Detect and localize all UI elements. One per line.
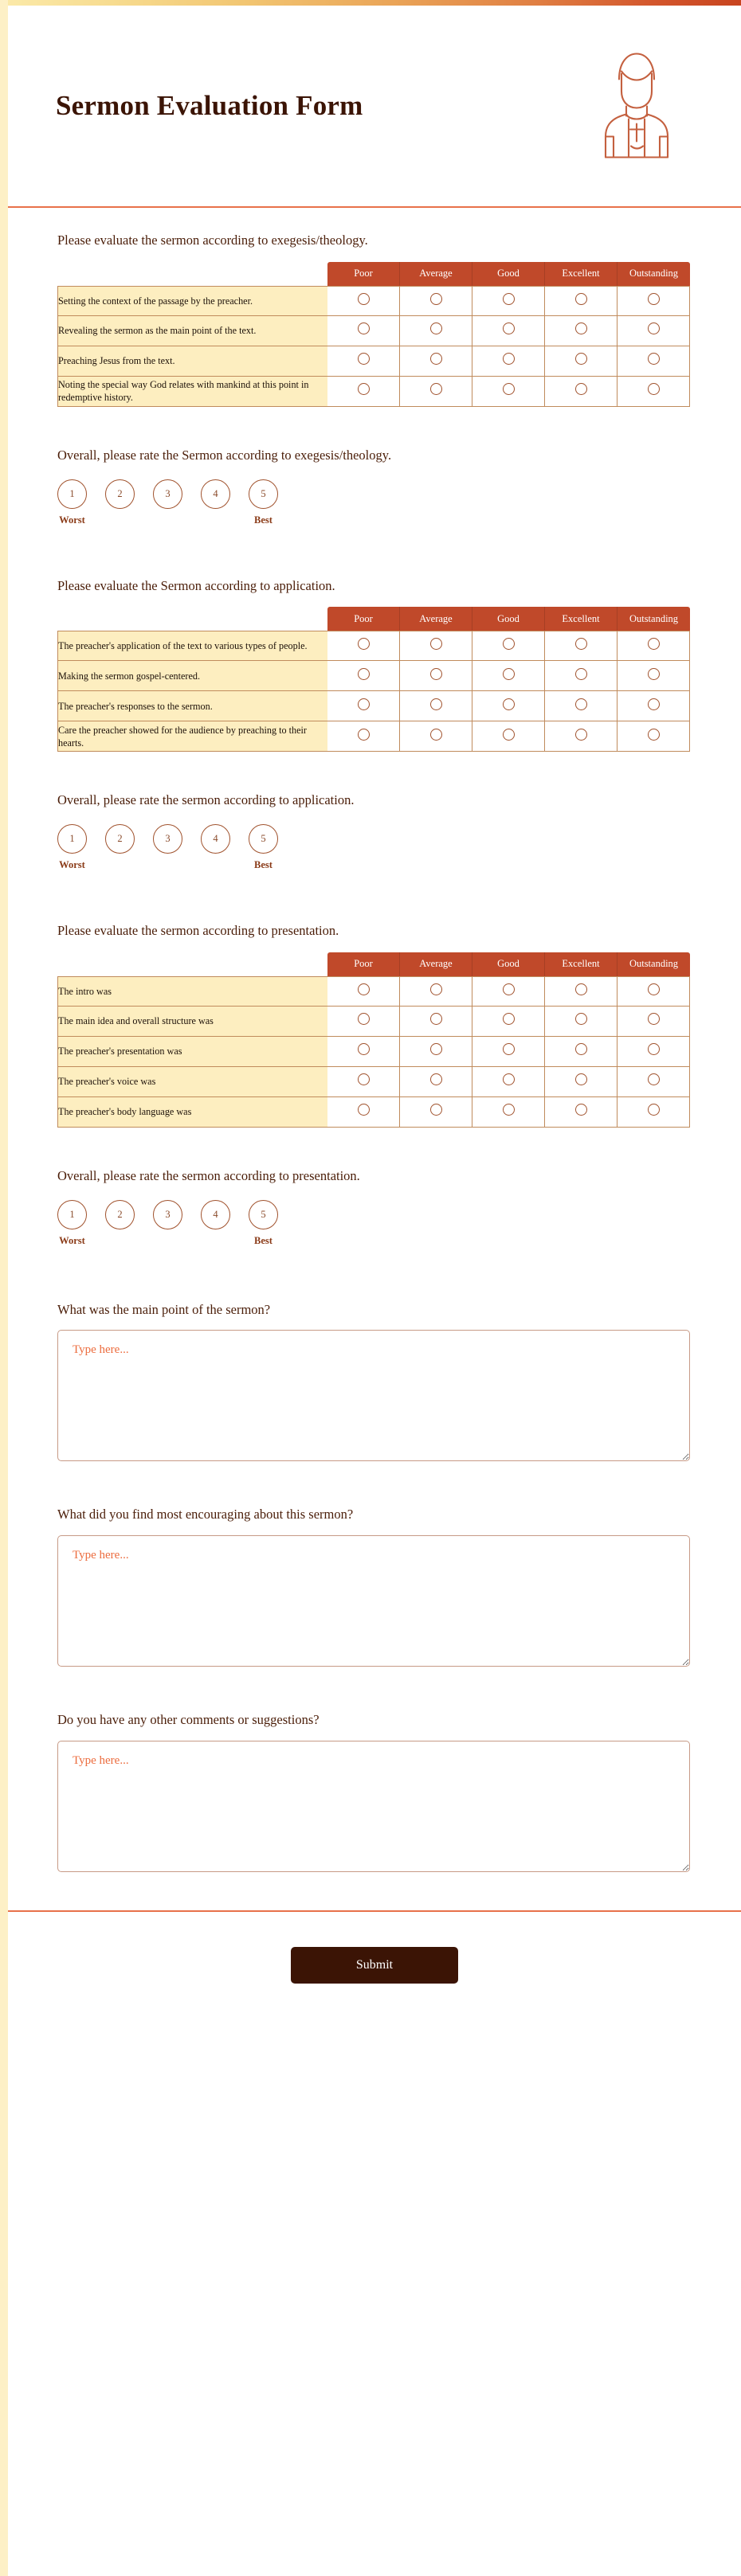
matrix-radio-cell[interactable]	[618, 721, 690, 752]
table-row	[57, 661, 690, 691]
matrix-radio-cell[interactable]	[400, 1007, 472, 1037]
radio-option[interactable]	[575, 729, 587, 741]
scale-item	[57, 1200, 87, 1248]
radio-option[interactable]	[430, 1043, 442, 1055]
matrix-radio-cell[interactable]	[618, 661, 690, 691]
scale-circle-2[interactable]: 2	[105, 824, 135, 854]
scale-circle-3[interactable]: 3	[153, 1200, 182, 1229]
encouraging-textarea[interactable]	[57, 1535, 690, 1667]
matrix-radio-cell[interactable]	[472, 316, 545, 346]
matrix-radio-cell[interactable]	[472, 286, 545, 316]
matrix-radio-cell[interactable]	[545, 631, 618, 661]
table-row	[57, 976, 690, 1007]
matrix-radio-cell[interactable]	[327, 316, 400, 346]
matrix-radio-cell[interactable]	[472, 976, 545, 1007]
scale-blank-label	[201, 1235, 230, 1248]
scale-item	[201, 479, 230, 527]
matrix-radio-cell[interactable]	[618, 377, 690, 407]
table-row	[57, 1067, 690, 1097]
matrix-row-label: The preacher's responses to the sermon.	[57, 691, 327, 721]
radio-option[interactable]	[503, 322, 515, 334]
scale-circle-1[interactable]: 1	[57, 824, 87, 854]
matrix-radio-cell[interactable]	[400, 976, 472, 1007]
matrix-radio-cell[interactable]	[400, 377, 472, 407]
scale-item	[57, 479, 87, 527]
scale-blank-label	[153, 514, 182, 527]
matrix-radio-cell[interactable]	[545, 661, 618, 691]
matrix-radio-cell[interactable]	[327, 1037, 400, 1067]
scale-circle-4[interactable]: 4	[201, 479, 230, 509]
matrix-col-good: Good	[472, 607, 545, 631]
radio-option[interactable]	[648, 1073, 660, 1085]
matrix-radio-cell[interactable]	[400, 1037, 472, 1067]
radio-option[interactable]	[358, 1043, 370, 1055]
scale-circle-4[interactable]: 4	[201, 824, 230, 854]
radio-option[interactable]	[575, 668, 587, 680]
matrix-radio-cell[interactable]	[472, 1007, 545, 1037]
matrix-radio-cell[interactable]	[327, 1097, 400, 1128]
matrix-col-excellent: Excellent	[545, 262, 618, 286]
matrix-radio-cell[interactable]	[545, 721, 618, 752]
matrix-radio-cell[interactable]	[618, 1097, 690, 1128]
radio-option[interactable]	[503, 1013, 515, 1025]
section-heading: Please evaluate the sermon according to exegesis/theology.	[57, 233, 368, 248]
matrix-presentation	[57, 952, 690, 1128]
scale-item	[249, 479, 278, 527]
open-question-label: Do you have any other comments or suggestions?	[57, 1712, 320, 1727]
matrix-radio-cell[interactable]	[400, 691, 472, 721]
radio-option[interactable]	[575, 1073, 587, 1085]
overall-heading: Overall, please rate the sermon according to application.	[57, 792, 355, 808]
radio-option[interactable]	[648, 1043, 660, 1055]
matrix-col-average: Average	[400, 952, 472, 976]
scale-max-label: Best	[254, 1234, 272, 1246]
scale-blank-label	[153, 1235, 182, 1248]
scale-circle-5[interactable]: 5	[249, 479, 278, 509]
matrix-radio-cell[interactable]	[400, 1067, 472, 1097]
matrix-radio-cell[interactable]	[618, 631, 690, 661]
scale-circle-5[interactable]: 5	[249, 824, 278, 854]
scale-min-label: Worst	[59, 514, 85, 526]
matrix-row-label: The main idea and overall structure was	[57, 1007, 327, 1037]
matrix-radio-cell[interactable]	[545, 316, 618, 346]
section-exegesis	[8, 208, 741, 407]
matrix-radio-cell[interactable]	[400, 721, 472, 752]
scale-item	[153, 824, 182, 872]
section-presentation	[8, 872, 741, 1128]
rating-scale	[57, 479, 692, 527]
radio-option[interactable]	[358, 638, 370, 650]
matrix-exegesis	[57, 262, 690, 407]
scale-circle-2[interactable]: 2	[105, 1200, 135, 1229]
radio-option[interactable]	[358, 322, 370, 334]
matrix-col-outstanding: Outstanding	[618, 262, 690, 286]
radio-option[interactable]	[430, 983, 442, 995]
matrix-row-label: The preacher's presentation was	[57, 1037, 327, 1067]
open-question-main-point	[8, 1248, 741, 1462]
radio-option[interactable]	[503, 638, 515, 650]
section-heading: Please evaluate the Sermon according to application.	[57, 577, 335, 593]
radio-option[interactable]	[648, 698, 660, 710]
table-row	[57, 346, 690, 377]
radio-option[interactable]	[430, 1013, 442, 1025]
table-row	[57, 691, 690, 721]
radio-option[interactable]	[358, 698, 370, 710]
radio-option[interactable]	[430, 293, 442, 305]
matrix-corner-cell	[57, 952, 327, 976]
radio-option[interactable]	[503, 1043, 515, 1055]
matrix-row-label: Setting the context of the passage by the preacher.	[57, 286, 327, 316]
table-row	[57, 377, 690, 407]
scale-blank-label	[201, 859, 230, 872]
matrix-radio-cell[interactable]	[400, 1097, 472, 1128]
radio-option[interactable]	[503, 1073, 515, 1085]
matrix-col-poor: Poor	[327, 262, 400, 286]
matrix-row-label: Noting the special way God relates with mankind at this point in redemptive history.	[57, 377, 327, 407]
priest-pastor-icon	[590, 48, 684, 165]
matrix-radio-cell[interactable]	[618, 1007, 690, 1037]
scale-blank-label	[105, 1235, 135, 1248]
radio-option[interactable]	[430, 353, 442, 365]
radio-option[interactable]	[575, 698, 587, 710]
matrix-radio-cell[interactable]	[327, 286, 400, 316]
matrix-col-poor: Poor	[327, 952, 400, 976]
matrix-radio-cell[interactable]	[327, 631, 400, 661]
matrix-radio-cell[interactable]	[545, 1037, 618, 1067]
matrix-radio-cell[interactable]	[400, 631, 472, 661]
radio-option[interactable]	[575, 1043, 587, 1055]
scale-item	[105, 479, 135, 527]
radio-option[interactable]	[430, 638, 442, 650]
matrix-radio-cell[interactable]	[618, 976, 690, 1007]
open-question-encouraging	[8, 1461, 741, 1667]
matrix-row-label: The preacher's body language was	[57, 1097, 327, 1128]
form-content	[8, 208, 741, 1910]
open-question-label: What was the main point of the sermon?	[57, 1301, 271, 1317]
scale-item	[105, 824, 135, 872]
radio-option[interactable]	[358, 1013, 370, 1025]
radio-option[interactable]	[503, 668, 515, 680]
matrix-row-label: The intro was	[57, 976, 327, 1007]
matrix-header-row	[57, 607, 690, 631]
page-title: Sermon Evaluation Form	[56, 90, 363, 121]
matrix-row-label: Preaching Jesus from the text.	[57, 346, 327, 377]
matrix-radio-cell[interactable]	[545, 976, 618, 1007]
scale-circle-2[interactable]: 2	[105, 479, 135, 509]
radio-option[interactable]	[430, 1104, 442, 1116]
radio-option[interactable]	[358, 1073, 370, 1085]
matrix-header-row	[57, 262, 690, 286]
table-row	[57, 1037, 690, 1067]
matrix-radio-cell[interactable]	[472, 661, 545, 691]
matrix-radio-cell[interactable]	[618, 346, 690, 377]
radio-option[interactable]	[358, 293, 370, 305]
radio-option[interactable]	[575, 1104, 587, 1116]
radio-option[interactable]	[575, 353, 587, 365]
page-left-accent-strip	[0, 0, 8, 2576]
matrix-radio-cell[interactable]	[545, 377, 618, 407]
radio-option[interactable]	[503, 729, 515, 741]
table-row	[57, 1097, 690, 1128]
scale-item	[57, 824, 87, 872]
rating-scale	[57, 1200, 692, 1248]
table-row	[57, 316, 690, 346]
matrix-radio-cell[interactable]	[327, 721, 400, 752]
radio-option[interactable]	[648, 729, 660, 741]
matrix-row-label: Making the sermon gospel-centered.	[57, 661, 327, 691]
matrix-col-excellent: Excellent	[545, 607, 618, 631]
scale-circle-1[interactable]: 1	[57, 1200, 87, 1229]
matrix-radio-cell[interactable]	[618, 691, 690, 721]
radio-option[interactable]	[358, 383, 370, 395]
matrix-radio-cell[interactable]	[545, 1067, 618, 1097]
overall-presentation	[8, 1128, 741, 1248]
radio-option[interactable]	[648, 293, 660, 305]
matrix-col-average: Average	[400, 262, 472, 286]
radio-option[interactable]	[575, 383, 587, 395]
matrix-radio-cell[interactable]	[472, 1067, 545, 1097]
radio-option[interactable]	[358, 668, 370, 680]
scale-item	[105, 1200, 135, 1248]
scale-item	[201, 1200, 230, 1248]
matrix-radio-cell[interactable]	[618, 1037, 690, 1067]
form-header	[8, 6, 741, 208]
matrix-radio-cell[interactable]	[327, 346, 400, 377]
matrix-radio-cell[interactable]	[327, 377, 400, 407]
overall-heading: Overall, please rate the Sermon according to exegesis/theology.	[57, 447, 392, 463]
open-question-comments	[8, 1667, 741, 1910]
matrix-radio-cell[interactable]	[472, 1097, 545, 1128]
form-footer	[8, 1910, 741, 2031]
matrix-radio-cell[interactable]	[472, 691, 545, 721]
matrix-col-outstanding: Outstanding	[618, 607, 690, 631]
overall-application	[8, 752, 741, 872]
radio-option[interactable]	[503, 353, 515, 365]
matrix-col-poor: Poor	[327, 607, 400, 631]
radio-option[interactable]	[503, 698, 515, 710]
scale-blank-label	[105, 859, 135, 872]
table-row	[57, 1007, 690, 1037]
matrix-col-good: Good	[472, 262, 545, 286]
scale-circle-4[interactable]: 4	[201, 1200, 230, 1229]
radio-option[interactable]	[503, 983, 515, 995]
radio-option[interactable]	[503, 383, 515, 395]
scale-item	[153, 1200, 182, 1248]
matrix-radio-cell[interactable]	[472, 721, 545, 752]
matrix-radio-cell[interactable]	[618, 1067, 690, 1097]
matrix-radio-cell[interactable]	[327, 661, 400, 691]
matrix-row-label: The preacher's application of the text to various types of people.	[57, 631, 327, 661]
radio-option[interactable]	[648, 1013, 660, 1025]
radio-option[interactable]	[430, 1073, 442, 1085]
matrix-corner-cell	[57, 607, 327, 631]
comments-textarea[interactable]	[57, 1741, 690, 1872]
radio-option[interactable]	[575, 293, 587, 305]
matrix-col-excellent: Excellent	[545, 952, 618, 976]
scale-blank-label	[105, 514, 135, 527]
matrix-row-label: Care the preacher showed for the audience by preaching to their hearts.	[57, 721, 327, 752]
radio-option[interactable]	[430, 383, 442, 395]
scale-item	[249, 1200, 278, 1248]
matrix-col-outstanding: Outstanding	[618, 952, 690, 976]
radio-option[interactable]	[648, 1104, 660, 1116]
radio-option[interactable]	[358, 983, 370, 995]
main-point-textarea[interactable]	[57, 1330, 690, 1461]
matrix-row-label: Revealing the sermon as the main point of the text.	[57, 316, 327, 346]
scale-item	[201, 824, 230, 872]
radio-option[interactable]	[648, 983, 660, 995]
scale-circle-3[interactable]: 3	[153, 824, 182, 854]
matrix-radio-cell[interactable]	[327, 1007, 400, 1037]
rating-scale	[57, 824, 692, 872]
overall-exegesis	[8, 407, 741, 527]
matrix-radio-cell[interactable]	[545, 346, 618, 377]
form-card	[8, 0, 741, 2031]
table-row	[57, 721, 690, 752]
matrix-radio-cell[interactable]	[545, 691, 618, 721]
radio-option[interactable]	[575, 322, 587, 334]
radio-option[interactable]	[648, 638, 660, 650]
matrix-radio-cell[interactable]	[472, 346, 545, 377]
top-gradient-bar	[8, 0, 741, 6]
matrix-radio-cell[interactable]	[400, 286, 472, 316]
matrix-radio-cell[interactable]	[400, 346, 472, 377]
section-heading: Please evaluate the sermon according to presentation.	[57, 923, 339, 938]
matrix-col-good: Good	[472, 952, 545, 976]
radio-option[interactable]	[575, 1013, 587, 1025]
matrix-radio-cell[interactable]	[618, 316, 690, 346]
scale-max-label: Best	[254, 859, 272, 870]
radio-option[interactable]	[648, 668, 660, 680]
scale-blank-label	[201, 514, 230, 527]
scale-circle-3[interactable]: 3	[153, 479, 182, 509]
radio-option[interactable]	[503, 1104, 515, 1116]
radio-option[interactable]	[358, 353, 370, 365]
matrix-radio-cell[interactable]	[400, 661, 472, 691]
radio-option[interactable]	[430, 668, 442, 680]
scale-item	[249, 824, 278, 872]
radio-option[interactable]	[430, 729, 442, 741]
radio-option[interactable]	[358, 729, 370, 741]
matrix-radio-cell[interactable]	[472, 1037, 545, 1067]
radio-option[interactable]	[648, 353, 660, 365]
matrix-radio-cell[interactable]	[472, 631, 545, 661]
matrix-radio-cell[interactable]	[327, 691, 400, 721]
matrix-radio-cell[interactable]	[327, 976, 400, 1007]
radio-option[interactable]	[430, 322, 442, 334]
section-application	[8, 527, 741, 752]
radio-option[interactable]	[648, 322, 660, 334]
radio-option[interactable]	[503, 293, 515, 305]
radio-option[interactable]	[575, 638, 587, 650]
matrix-radio-cell[interactable]	[545, 1007, 618, 1037]
scale-item	[153, 479, 182, 527]
matrix-col-average: Average	[400, 607, 472, 631]
matrix-application	[57, 607, 690, 752]
scale-circle-5[interactable]: 5	[249, 1200, 278, 1229]
radio-option[interactable]	[358, 1104, 370, 1116]
matrix-radio-cell[interactable]	[327, 1067, 400, 1097]
scale-blank-label	[153, 859, 182, 872]
submit-button[interactable]: Submit	[291, 1947, 458, 1984]
matrix-row-label: The preacher's voice was	[57, 1067, 327, 1097]
radio-option[interactable]	[430, 698, 442, 710]
table-row	[57, 286, 690, 316]
scale-circle-1[interactable]: 1	[57, 479, 87, 509]
radio-option[interactable]	[575, 983, 587, 995]
table-row	[57, 631, 690, 661]
matrix-header-row	[57, 952, 690, 976]
scale-min-label: Worst	[59, 859, 85, 870]
matrix-corner-cell	[57, 262, 327, 286]
matrix-radio-cell[interactable]	[400, 316, 472, 346]
scale-max-label: Best	[254, 514, 272, 526]
matrix-radio-cell[interactable]	[618, 286, 690, 316]
matrix-radio-cell[interactable]	[545, 1097, 618, 1128]
open-question-label: What did you find most encouraging about this sermon?	[57, 1507, 354, 1523]
matrix-radio-cell[interactable]	[472, 377, 545, 407]
scale-min-label: Worst	[59, 1234, 85, 1246]
radio-option[interactable]	[648, 383, 660, 395]
overall-heading: Overall, please rate the sermon according to presentation.	[57, 1167, 360, 1183]
matrix-radio-cell[interactable]	[545, 286, 618, 316]
